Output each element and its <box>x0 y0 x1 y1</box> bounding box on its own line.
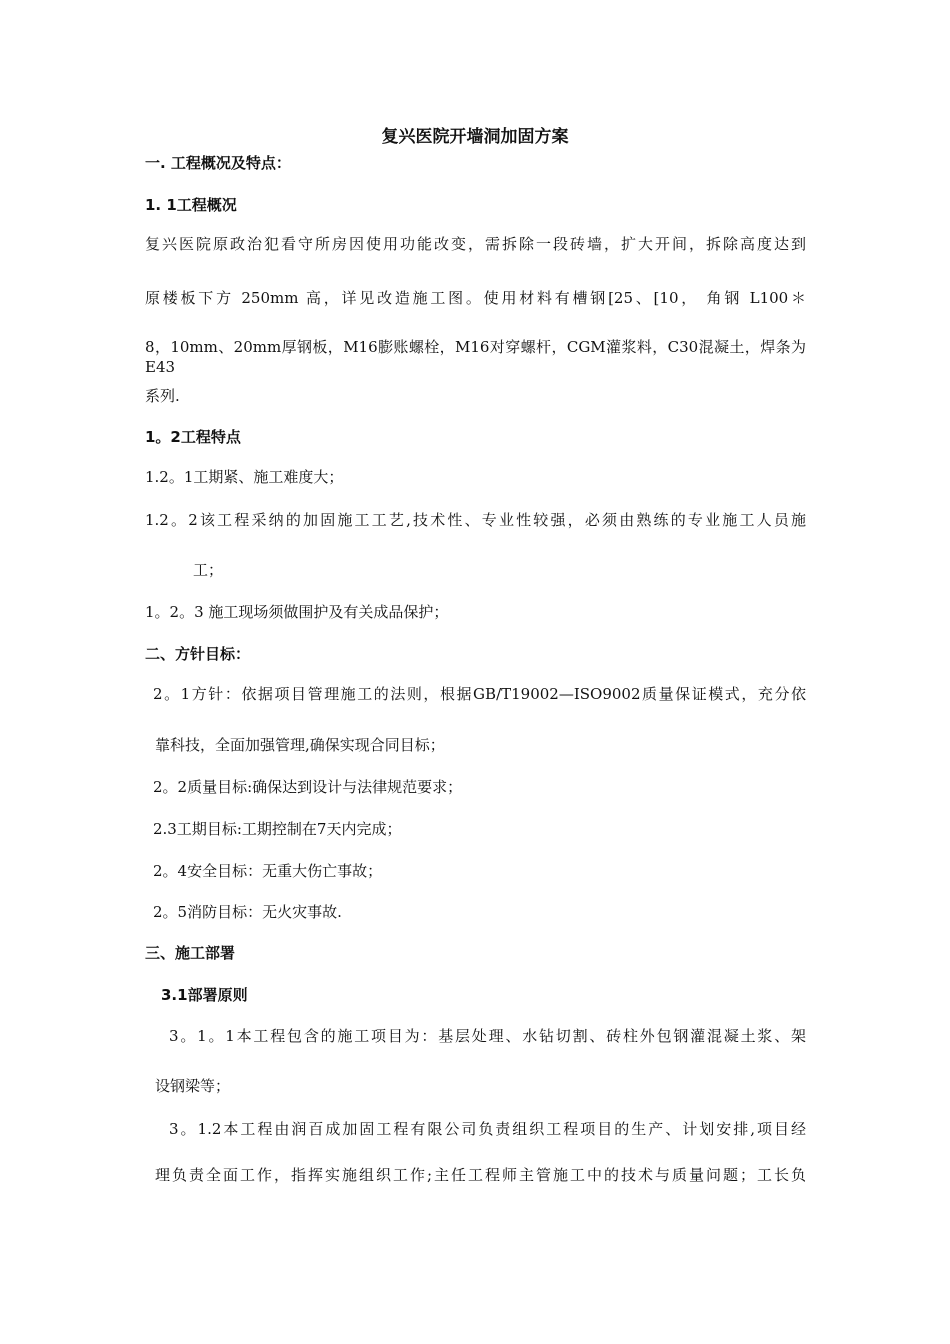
subsection-1-2-heading: 1。2工程特点 <box>145 428 241 446</box>
list-item: 1.2。1工期紧、施工难度大； <box>145 468 344 486</box>
list-item: 2。4安全目标：无重大伤亡事故； <box>153 862 383 880</box>
list-item: 2.3工期目标:工期控制在7天内完成； <box>153 820 402 838</box>
list-item: 1.2。2该工程采纳的加固施工工艺,技术性、专业性较强，必须由熟练的专业施工人员施 <box>145 511 806 529</box>
list-item: 3。1.2本工程由润百成加固工程有限公司负责组织工程项目的生产、计划安排,项目经 <box>169 1120 806 1138</box>
list-item: 2。2质量目标:确保达到设计与法律规范要求； <box>153 778 463 796</box>
subsection-1-1-heading: 1. 1工程概况 <box>145 196 237 214</box>
list-item-continuation: 靠科技，全面加强管理,确保实现合同目标； <box>155 736 445 754</box>
list-item: 2。5消防目标：无火灾事故. <box>153 903 342 921</box>
list-item: 3。1。1本工程包含的施工项目为：基层处理、水钻切割、砖柱外包钢灌混凝土浆、架 <box>169 1027 806 1045</box>
section-2-heading: 二、方针目标： <box>145 645 251 663</box>
list-item-continuation: 工； <box>193 561 224 579</box>
section-1-heading: 一. 工程概况及特点： <box>145 154 291 172</box>
list-item-continuation: 理负责全面工作，指挥实施组织工作;主任工程师主管施工中的技术与质量问题；工长负 <box>155 1166 806 1184</box>
list-item: 2。1方针：依据项目管理施工的法则，根据GB/T19002—ISO9002质量保证模式，充分依 <box>153 685 806 703</box>
subsection-3-1-heading: 3.1部署原则 <box>161 986 248 1004</box>
paragraph-line: 系列. <box>145 387 180 405</box>
paragraph-line: 8，10mm、20mm厚钢板，M16膨账螺栓，M16对穿螺杆，CGM灌浆料，C30混凝土，焊条为E43 <box>145 338 806 376</box>
list-item-continuation: 设钢梁等； <box>155 1077 231 1095</box>
list-item: 1。2。3 施工现场须做围护及有关成品保护； <box>145 603 449 621</box>
paragraph-line: 原楼板下方 250mm 高，详见改造施工图。使用材料有槽钢[25、[10， 角钢 L100＊ <box>145 289 806 307</box>
document-title: 复兴医院开墙洞加固方案 <box>381 127 569 147</box>
paragraph-line: 复兴医院原政治犯看守所房因使用功能改变，需拆除一段砖墙，扩大开间，拆除高度达到 <box>145 235 806 253</box>
section-3-heading: 三、施工部署 <box>145 944 236 962</box>
